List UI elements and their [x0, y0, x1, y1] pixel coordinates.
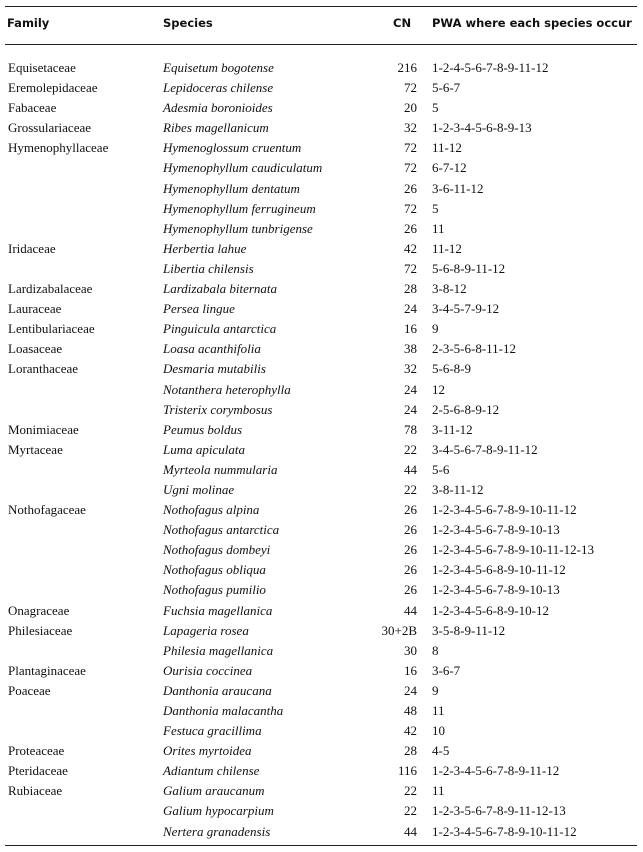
pwa-cell: 1-2-3-4-5-6-7-8-9-11-12	[432, 763, 560, 779]
species-cell: Lepidoceras chilense	[163, 80, 274, 96]
species-cell: Hymenophyllum caudiculatum	[163, 160, 323, 176]
species-cell: Herbertia lahue	[163, 240, 247, 256]
table-row	[0, 642, 643, 662]
cn-cell: 44	[404, 823, 417, 839]
pwa-cell: 11	[432, 783, 445, 799]
table-row	[0, 99, 643, 119]
pwa-cell: 1-2-3-4-5-6-8-9-10-11-12	[432, 562, 566, 578]
table-row	[0, 220, 643, 240]
table-row	[0, 280, 643, 300]
cn-cell: 22	[404, 783, 417, 799]
species-cell: Orites myrtoidea	[163, 743, 252, 759]
species-cell: Danthonia araucana	[163, 682, 272, 698]
pwa-cell: 5-6	[432, 461, 450, 477]
table-row	[0, 159, 643, 179]
species-cell: Nothofagus pumilio	[163, 582, 266, 598]
cn-cell: 24	[404, 301, 417, 317]
table-bottom-rule	[5, 845, 637, 846]
pwa-cell: 3-6-11-12	[432, 180, 484, 196]
cn-cell: 16	[404, 321, 417, 337]
cn-cell: 30	[404, 642, 417, 658]
family-cell: Hymenophyllaceae	[8, 140, 109, 156]
pwa-cell: 1-2-3-4-5-6-7-8-9-10-13	[432, 582, 560, 598]
cn-cell: 26	[404, 582, 417, 598]
table-row	[0, 260, 643, 280]
table-row	[0, 79, 643, 99]
species-cell: Nothofagus antarctica	[163, 522, 280, 538]
cn-cell: 26	[404, 220, 417, 236]
table-row	[0, 59, 643, 79]
species-cell: Hymenophyllum dentatum	[163, 180, 300, 196]
pwa-cell: 11	[432, 703, 445, 718]
cn-cell: 26	[404, 542, 417, 558]
pwa-cell: 5-6-7	[432, 80, 461, 96]
table-row	[0, 662, 643, 682]
pwa-cell: 11-12	[432, 240, 462, 256]
cn-cell: 72	[404, 160, 417, 176]
table-row	[0, 782, 643, 802]
cn-cell: 26	[404, 522, 417, 538]
table-row	[0, 802, 643, 822]
family-cell: Fabaceae	[8, 100, 57, 116]
species-cell: Adesmia boronioides	[163, 100, 273, 116]
species-cell: Hymenophyllum ferrugineum	[163, 200, 316, 216]
pwa-cell: 9	[432, 321, 439, 337]
pwa-cell: 9	[432, 682, 439, 698]
family-cell: Equisetaceae	[8, 60, 76, 75]
family-cell: Plantaginaceae	[8, 662, 86, 678]
species-cell: Nothofagus alpina	[163, 502, 260, 518]
species-cell: Myrteola nummularia	[163, 461, 278, 477]
table-row	[0, 541, 643, 561]
cn-cell: 48	[404, 703, 417, 718]
cn-cell: 30+2B	[381, 622, 417, 638]
table-row	[0, 340, 643, 360]
species-cell: Pinguicula antarctica	[163, 321, 277, 337]
species-cell: Tristerix corymbosus	[163, 401, 273, 417]
pwa-cell: 2-5-6-8-9-12	[432, 401, 500, 417]
cn-cell: 26	[404, 180, 417, 196]
species-cell: Danthonia malacantha	[163, 703, 284, 718]
table-row	[0, 722, 643, 742]
species-cell: Luma apiculata	[163, 441, 245, 457]
pwa-cell: 2-3-5-6-8-11-12	[432, 341, 516, 357]
species-cell: Desmaria mutabilis	[163, 361, 266, 377]
species-cell: Galium araucanum	[163, 783, 265, 799]
pwa-cell: 6-7-12	[432, 160, 467, 176]
pwa-cell: 1-2-3-5-6-7-8-9-11-12-13	[432, 803, 566, 819]
pwa-cell: 1-2-3-4-5-6-7-8-9-10-13	[432, 522, 560, 538]
table-row	[0, 742, 643, 762]
family-cell: Iridaceae	[8, 240, 56, 256]
pwa-cell: 1-2-3-4-5-6-8-9-13	[432, 120, 532, 136]
species-cell: Loasa acanthifolia	[163, 341, 261, 357]
species-cell: Ribes magellanicum	[163, 120, 269, 136]
cn-cell: 24	[404, 381, 417, 397]
species-cell: Lapageria rosea	[163, 622, 249, 638]
header-family: Family	[7, 16, 50, 30]
cn-cell: 116	[397, 763, 417, 779]
header-pwa: PWA where each species occur	[432, 16, 632, 30]
table-row	[0, 481, 643, 501]
header-species: Species	[163, 16, 213, 30]
table-row	[0, 561, 643, 581]
pwa-cell: 12	[432, 381, 445, 397]
species-cell: Adiantum chilense	[163, 763, 260, 779]
family-cell: Poaceae	[8, 682, 51, 698]
cn-cell: 22	[404, 803, 417, 819]
cn-cell: 72	[404, 200, 417, 216]
table-row	[0, 501, 643, 521]
species-cell: Libertia chilensis	[163, 260, 254, 276]
table-row	[0, 762, 643, 782]
pwa-cell: 3-5-8-9-11-12	[432, 622, 506, 638]
cn-cell: 38	[404, 341, 417, 357]
species-cell: Lardizabala biternata	[163, 281, 278, 297]
family-cell: Eremolepidaceae	[8, 80, 98, 96]
pwa-cell: 1-2-3-4-5-6-7-8-9-10-11-12-13	[432, 542, 594, 558]
family-cell: Loranthaceae	[8, 361, 79, 377]
pwa-cell: 3-8-11-12	[432, 481, 484, 497]
cn-cell: 216	[397, 60, 417, 75]
cn-cell: 42	[404, 240, 417, 256]
cn-cell: 28	[404, 743, 417, 759]
pwa-cell: 3-11-12	[432, 421, 473, 437]
table-row	[0, 421, 643, 441]
table-row	[0, 823, 643, 843]
table-row	[0, 521, 643, 541]
species-cell: Notanthera heterophylla	[163, 381, 291, 397]
species-cell: Ugni molinae	[163, 481, 235, 497]
header-cn: CN	[393, 16, 412, 30]
pwa-cell: 11	[432, 220, 445, 236]
family-cell: Nothofagaceae	[8, 502, 86, 518]
species-cell: Nothofagus obliqua	[163, 562, 266, 578]
family-cell: Grossulariaceae	[8, 120, 92, 136]
table-row	[0, 200, 643, 220]
family-cell: Loasaceae	[8, 341, 63, 357]
pwa-cell: 1-2-3-4-5-6-7-8-9-10-11-12	[432, 502, 577, 518]
pwa-cell: 1-2-3-4-5-6-7-8-9-10-11-12	[432, 823, 577, 839]
table-row	[0, 702, 643, 722]
cn-cell: 28	[404, 281, 417, 297]
pwa-cell: 11-12	[432, 140, 462, 156]
cn-cell: 26	[404, 562, 417, 578]
table-row	[0, 180, 643, 200]
table-header-rule	[5, 44, 637, 45]
species-cell: Peumus boldus	[163, 421, 243, 437]
species-cell: Festuca gracillima	[163, 723, 262, 739]
table-row	[0, 441, 643, 461]
family-cell: Onagraceae	[8, 602, 70, 618]
pwa-cell: 3-4-5-6-7-8-9-11-12	[432, 441, 538, 457]
table-row	[0, 401, 643, 421]
family-cell: Monimiaceae	[8, 421, 79, 437]
cn-cell: 32	[404, 361, 417, 377]
table-row	[0, 360, 643, 380]
species-cell: Persea lingue	[163, 301, 235, 317]
species-cell: Nertera granadensis	[163, 823, 271, 839]
species-cell: Fuchsia magellanica	[163, 602, 273, 618]
cn-cell: 72	[404, 140, 417, 156]
table-row	[0, 602, 643, 622]
cn-cell: 44	[404, 602, 417, 618]
pwa-cell: 5-6-8-9-11-12	[432, 260, 506, 276]
family-cell: Lentibulariaceae	[8, 321, 95, 337]
pwa-cell: 3-4-5-7-9-12	[432, 301, 500, 317]
table-row	[0, 119, 643, 139]
table-top-rule	[5, 6, 637, 7]
cn-cell: 72	[404, 260, 417, 276]
species-cell: Equisetum bogotense	[163, 60, 274, 75]
family-cell: Lardizabalaceae	[8, 281, 93, 297]
pwa-cell: 5	[432, 100, 439, 116]
pwa-cell: 5	[432, 200, 439, 216]
species-cell: Ourisia coccinea	[163, 662, 253, 678]
cn-cell: 42	[404, 723, 417, 739]
family-cell: Philesiaceae	[8, 622, 73, 638]
pwa-cell: 8	[432, 642, 439, 658]
cn-cell: 20	[404, 100, 417, 116]
pwa-cell: 3-6-7	[432, 662, 461, 678]
pwa-cell: 5-6-8-9	[432, 361, 471, 377]
species-cell: Philesia magellanica	[163, 642, 274, 658]
table-row	[0, 240, 643, 260]
table-row	[0, 622, 643, 642]
species-cell: Hymenoglossum cruentum	[163, 140, 302, 156]
species-cell: Galium hypocarpium	[163, 803, 274, 819]
table-row	[0, 581, 643, 601]
cn-cell: 32	[404, 120, 417, 136]
table-row	[0, 381, 643, 401]
table-row	[0, 682, 643, 702]
family-cell: Myrtaceae	[8, 441, 63, 457]
cn-cell: 72	[404, 80, 417, 96]
table-row	[0, 461, 643, 481]
family-cell: Rubiaceae	[8, 783, 63, 799]
pwa-cell: 10	[432, 723, 445, 739]
cn-cell: 44	[404, 461, 417, 477]
table-row	[0, 300, 643, 320]
table-row	[0, 320, 643, 340]
cn-cell: 24	[404, 401, 417, 417]
table-body	[0, 59, 643, 843]
species-cell: Nothofagus dombeyi	[163, 542, 271, 558]
cn-cell: 16	[404, 662, 417, 678]
pwa-cell: 4-5	[432, 743, 450, 759]
pwa-cell: 1-2-3-4-5-6-8-9-10-12	[432, 602, 549, 618]
pwa-cell: 1-2-4-5-6-7-8-9-11-12	[432, 60, 549, 75]
cn-cell: 26	[404, 502, 417, 518]
cn-cell: 22	[404, 441, 417, 457]
species-cell: Hymenophyllum tunbrigense	[163, 220, 313, 236]
cn-cell: 22	[404, 481, 417, 497]
cn-cell: 24	[404, 682, 417, 698]
family-cell: Lauraceae	[8, 301, 62, 317]
cn-cell: 78	[404, 421, 417, 437]
table-row	[0, 139, 643, 159]
family-cell: Pteridaceae	[8, 763, 68, 779]
pwa-cell: 3-8-12	[432, 281, 467, 297]
family-cell: Proteaceae	[8, 743, 65, 759]
